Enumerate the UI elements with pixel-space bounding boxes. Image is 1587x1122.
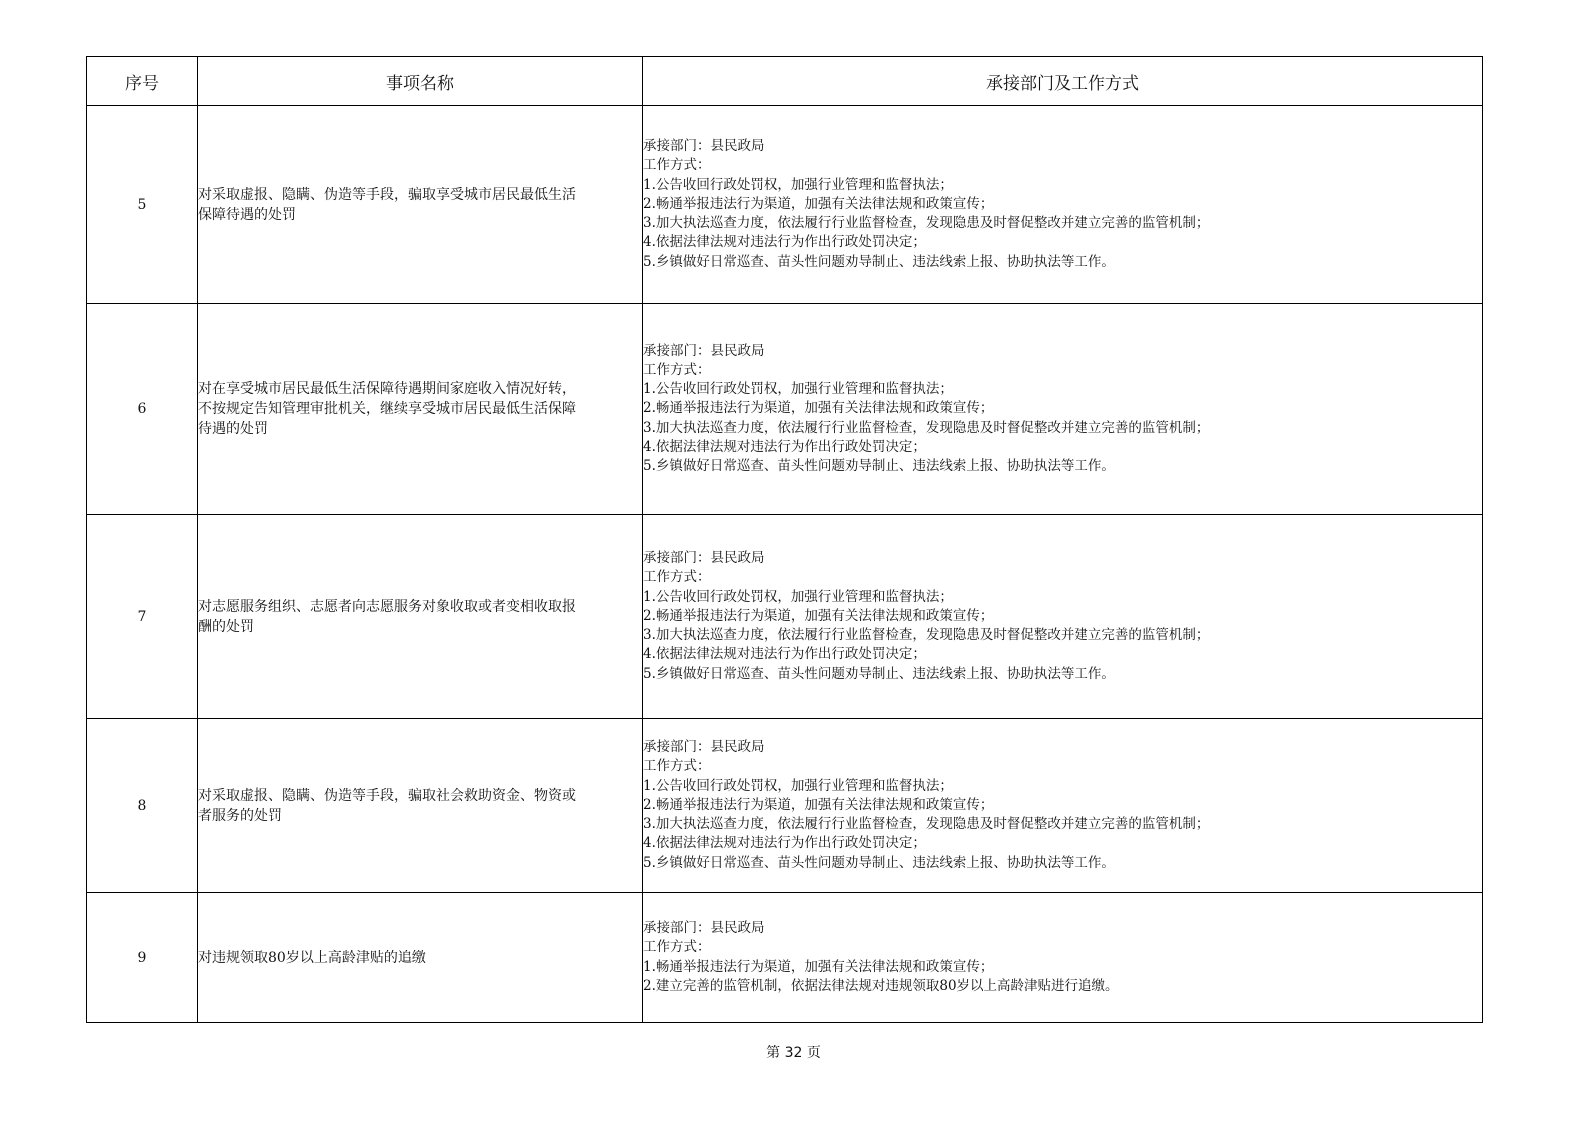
matter-name-line: 对采取虚报、隐瞒、伪造等手段，骗取享受城市居民最低生活: [198, 186, 576, 203]
matter-name-cell: [198, 304, 643, 515]
department-method-line: 4.依据法律法规对违法行为作出行政处罚决定；: [643, 438, 926, 455]
matter-name-line: 对在享受城市居民最低生活保障待遇期间家庭收入情况好转，: [198, 381, 576, 397]
department-method-line: 承接部门：县民政局: [643, 920, 765, 937]
department-method-cell: [643, 304, 1483, 515]
matter-name-line: 不按规定告知管理审批机关，继续享受城市居民最低生活保障: [198, 401, 576, 417]
matter-name-line: 者服务的处罚: [198, 807, 282, 824]
matter-name-line: 对采取虚报、隐瞒、伪造等手段，骗取社会救助资金、物资或: [198, 787, 576, 804]
header-matter-name: 事项名称: [198, 57, 643, 106]
department-method-line: 3.加大执法巡查力度，依法履行行业监督检查，发现隐患及时督促整改并建立完善的监管机制；: [643, 816, 1210, 833]
table-header-row: [87, 57, 1483, 106]
department-method-line: 2.畅通举报违法行为渠道，加强有关法律法规和政策宣传；: [643, 796, 994, 813]
department-method-line: 4.依据法律法规对违法行为作出行政处罚决定；: [643, 646, 926, 663]
serial-number-cell: 8: [87, 719, 198, 893]
department-method-line: 3.加大执法巡查力度，依法履行行业监督检查，发现隐患及时督促整改并建立完善的监管机制；: [643, 215, 1210, 232]
matter-name-line: 保障待遇的处罚: [198, 206, 296, 223]
table-row: [87, 106, 1483, 304]
department-method-line: 4.依据法律法规对违法行为作出行政处罚决定；: [643, 234, 926, 251]
department-method-line: 5.乡镇做好日常巡查、苗头性问题劝导制止、违法线索上报、协助执法等工作。: [643, 854, 1115, 871]
department-method-line: 5.乡镇做好日常巡查、苗头性问题劝导制止、违法线索上报、协助执法等工作。: [643, 665, 1115, 682]
department-method-cell: [643, 893, 1483, 1023]
department-method-line: 工作方式：: [643, 361, 711, 378]
department-method-line: 工作方式：: [643, 569, 711, 586]
table-row: [87, 719, 1483, 893]
department-method-line: 2.建立完善的监管机制，依据法律法规对违规领取80岁以上高龄津贴进行追缴。: [643, 977, 1119, 994]
matter-name-cell: [198, 106, 643, 304]
department-method-line: 工作方式：: [643, 939, 711, 956]
department-method-cell: [643, 106, 1483, 304]
table-row: [87, 893, 1483, 1023]
department-method-line: 5.乡镇做好日常巡查、苗头性问题劝导制止、违法线索上报、协助执法等工作。: [643, 253, 1115, 270]
serial-number-cell: 9: [87, 893, 198, 1023]
department-method-line: 承接部门：县民政局: [643, 138, 765, 155]
header-department-and-method: 承接部门及工作方式: [643, 57, 1483, 106]
department-method-line: 3.加大执法巡查力度，依法履行行业监督检查，发现隐患及时督促整改并建立完善的监管机制；: [643, 627, 1210, 644]
department-method-cell: [643, 719, 1483, 893]
department-method-line: 承接部门：县民政局: [643, 739, 765, 756]
department-method-line: 4.依据法律法规对违法行为作出行政处罚决定；: [643, 835, 926, 852]
department-method-line: 2.畅通举报违法行为渠道，加强有关法律法规和政策宣传；: [643, 400, 994, 417]
matter-name-cell: [198, 515, 643, 719]
serial-number-cell: 5: [87, 106, 198, 304]
matter-name-line: 酬的处罚: [198, 618, 254, 635]
department-method-line: 1.公告收回行政处罚权，加强行业管理和监督执法；: [643, 176, 953, 193]
department-method-line: 承接部门：县民政局: [643, 550, 765, 567]
department-method-line: 2.畅通举报违法行为渠道，加强有关法律法规和政策宣传；: [643, 195, 994, 212]
table-row: [87, 515, 1483, 719]
header-serial-number: 序号: [87, 57, 198, 106]
matters-table: [86, 56, 1483, 1023]
matter-name-cell: [198, 893, 643, 1023]
serial-number-cell: 7: [87, 515, 198, 719]
department-method-line: 工作方式：: [643, 157, 711, 174]
matter-name-cell: [198, 719, 643, 893]
department-method-line: 工作方式：: [643, 758, 711, 775]
matter-name-line: 对违规领取80岁以上高龄津贴的追缴: [198, 949, 426, 966]
serial-number-cell: 6: [87, 304, 198, 515]
table-row: [87, 304, 1483, 515]
matter-name-line: 待遇的处罚: [198, 421, 268, 437]
department-method-line: 1.公告收回行政处罚权，加强行业管理和监督执法；: [643, 381, 953, 398]
page-number: 第 32 页: [766, 1045, 821, 1061]
department-method-line: 2.畅通举报违法行为渠道，加强有关法律法规和政策宣传；: [643, 607, 994, 624]
department-method-line: 1.畅通举报违法行为渠道，加强有关法律法规和政策宣传；: [643, 958, 994, 975]
department-method-line: 承接部门：县民政局: [643, 342, 765, 359]
department-method-line: 5.乡镇做好日常巡查、苗头性问题劝导制止、违法线索上报、协助执法等工作。: [643, 458, 1115, 474]
department-method-line: 1.公告收回行政处罚权，加强行业管理和监督执法；: [643, 588, 953, 605]
department-method-cell: [643, 515, 1483, 719]
department-method-line: 3.加大执法巡查力度，依法履行行业监督检查，发现隐患及时督促整改并建立完善的监管机制；: [643, 419, 1210, 436]
department-method-line: 1.公告收回行政处罚权，加强行业管理和监督执法；: [643, 777, 953, 794]
matter-name-line: 对志愿服务组织、志愿者向志愿服务对象收取或者变相收取报: [198, 598, 576, 615]
